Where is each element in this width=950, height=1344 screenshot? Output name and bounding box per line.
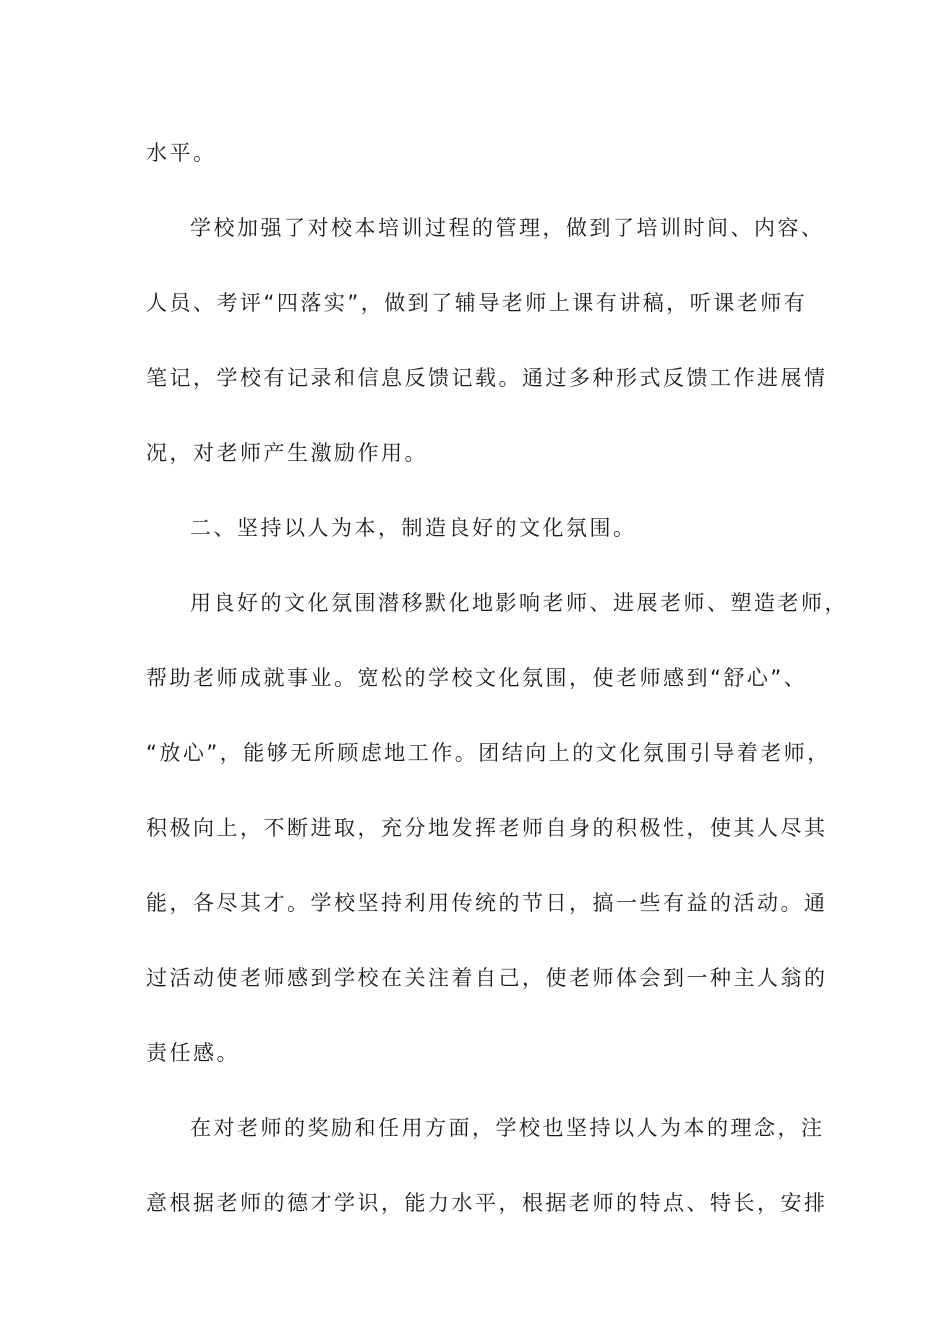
text-line: 过活动使老师感到学校在关注着自己，使老师体会到一种主人翁的 xyxy=(146,966,828,990)
text-line: 笔记，学校有记录和信息反馈记载。通过多种形式反馈工作进展情 xyxy=(146,366,828,390)
text-line: 人员、考评“四落实”，做到了辅导老师上课有讲稿，听课老师有 xyxy=(146,291,808,315)
paragraph-start-line: 在对老师的奖励和任用方面，学校也坚持以人为本的理念，注 xyxy=(190,1116,825,1140)
paragraph-start-line: 学校加强了对校本培训过程的管理，做到了培训时间、内容、 xyxy=(190,216,825,240)
section-heading: 二、坚持以人为本，制造良好的文化氛围。 xyxy=(190,516,637,540)
text-line: 责任感。 xyxy=(146,1041,240,1065)
body-text xyxy=(146,128,848,1253)
text-line: 能，各尽其才。学校坚持利用传统的节日，搞一些有益的活动。通 xyxy=(146,891,828,915)
text-line: 积极向上，不断进取，充分地发挥老师自身的积极性，使其人尽其 xyxy=(146,816,828,840)
text-line: “放心”，能够无所顾虑地工作。团结向上的文化氛围引导着老师， xyxy=(146,741,831,765)
text-line: 帮助老师成就事业。宽松的学校文化氛围，使老师感到“舒心”、 xyxy=(146,666,808,690)
text-line: 水平。 xyxy=(146,141,217,165)
text-line: 意根据老师的德才学识，能力水平，根据老师的特点、特长，安排 xyxy=(146,1191,828,1215)
text-line: 况，对老师产生激励作用。 xyxy=(146,441,428,465)
paragraph-start-line: 用良好的文化氛围潜移默化地影响老师、进展老师、塑造老师， xyxy=(190,591,848,615)
